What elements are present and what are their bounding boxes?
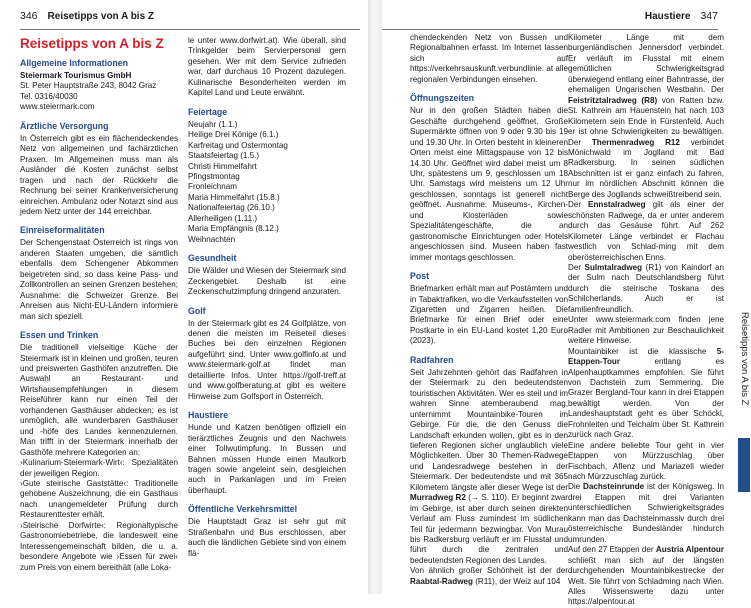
left-running-header (20, 10, 360, 30)
page-number: 346 (20, 10, 38, 22)
running-head: Reisetipps von A bis Z (47, 11, 155, 22)
right-column-1 (410, 33, 568, 587)
text-run: Mountainbiker ist die klassische (568, 346, 707, 356)
list-item: Heilige Drei Könige (6.1.) (188, 130, 279, 140)
organization-phone: Tel. 0316/40030 (20, 91, 78, 101)
section-heading-oeffnungszeiten: Öffnungszeiten (410, 93, 475, 104)
route-name-5-etappen: 5-Etappen-Tour (568, 346, 724, 367)
right-running-header (382, 10, 718, 30)
paragraph-haustiere: Hunde und Katzen benötigen offiziell ein tierärztliches Zeugnis und den Nachweis einer Tollwutimpfung. In Bussen und Bahnen müssen Hunde einen Maulkorb tragen sowie angeleint sein, desgleichen auch in Parkanlagen und im Freien überhaupt. (188, 423, 346, 495)
paragraph-dachsteinrunde (568, 482, 724, 545)
route-name-dachsteinrunde: Dachsteinrunde (583, 482, 645, 492)
text-run: Von ähnlich großer Schönheit ist der der (410, 566, 568, 576)
section-heading-oeffentliche-verkehrsmittel: Öffentliche Verkehrsmittel (188, 504, 298, 515)
book-gutter (368, 0, 382, 594)
text-run: Kilometer Länge mit dem burgenländischen Jennersdorf verbindet. Er verläuft im Flusstal mit einem gemütlichen Schwierigkeitsgrad überwiegend entlang einer Bahntrasse, der ehemaligen Ungarischen Westbahn. Der (568, 33, 724, 95)
organization-address: St. Peter Hauptstraße 243, 8042 Graz (20, 81, 157, 91)
paragraph-radfahren (410, 368, 568, 567)
text-run: entlang es Alpenhauptkammes empfohlen. Sie führt von Dachstein zum Semmering. Die Grazer Bergland-Tour kann in drei Etappen bewältigt werden. Von der Landeshauptstadt geht es über Schöckl, Frohnleiten und Teichalm über St. Kathrein zurück nach Graz. (568, 357, 724, 440)
text-run: Der (568, 262, 582, 272)
paragraph-essen-und-trinken: Die traditionell vielseitige Küche der Steiermark ist in kleinen und großen, teuren und preiswerten Gasthöfen anzutreffen. Die Auswahl an Restaurant- und Wirtshausempfehlungen in diesem Reiseführer kann nur einen Teil der vorhandenen Gasthäuser abdecken; es ist unmöglich, alle wunderbaren Gasthäuser und -höfe des Landes kennenzulernen. Man trifft in der Steiermark innerhalb der Gasthöfe mehrere Kategorien an: (20, 343, 178, 457)
holiday-list (188, 120, 346, 245)
thumb-index-marker (738, 438, 750, 492)
paragraph-oeffnungszeiten: Nur in den großen Städten haben die Geschäfte durchgehend geöffnet. Große Supermärkte öffnen von 9 oder 9.30 bis 19 und 19.30 Uhr. In Orten besteht in kleineren Orten meist eine Mittagspause von 12 bis 14.30 Uhr. Geöffnet wird dabei meist um 8 Uhr, spätestens um 9, geschlossen um 18 Uhr. Samstags wird meistens um 12 Uhr geschlossen, sonntags ist generell nicht geöffnet. Ausnahme: Museums-, Kirchen- und Klosterläden sowie Spezialitätengeschäfte, die an gastronomische Einrichtungen oder Hotels angeschlossen sind. Museen haben fast immer montags geschlossen. (410, 106, 568, 262)
paragraph-essen-continued: le unter www.dorfwirt.at). Wie überall, sind Trinkgelder beim Servierpersonal gern gesehen. Wer mit dem Service zufrieden war, darf durchaus 10 Prozent dazulegen. Kulinarische Besonderheiten werden im Kapitel Land und Leute erwähnt. (188, 36, 346, 98)
section-heading-feiertage: Feiertage (188, 106, 228, 117)
paragraph-radwege-1 (568, 33, 724, 200)
text-run: Die (568, 482, 581, 492)
text-run: gilt als einer der schönsten Radwege, da er unter anderem durch das Gesäuse führt. Auf 262 Kilometer Länge verbindet er Flachau westlich von Schlad-ming mit dem oberösterreichischen Enns. (568, 200, 725, 262)
text-run: verbindet Mönichwald im Joglland mit Bad Radkersburg. In seinen südlichen Abschnitten ist er ganz einfach zu fahren, nur im nördlichen Abschnitt können die Berge des Jogllands schweißtreibend sein. (568, 137, 724, 199)
left-page (0, 0, 368, 594)
list-item: Neujahr (1.1.) (188, 119, 238, 129)
section-heading-post: Post (410, 271, 430, 282)
list-item: Maria Empfängnis (8.12.) (188, 224, 279, 234)
paragraph-aerztliche-versorgung: In Österreich gibt es ein flächendeckendes Netz von allgemeinen und fachärztlichen Praxen. Im Allgemeinen muss man als Ausländer die Kosten zunächst selbst tragen und nach der Rückkehr die Rechnung bei seiner Krankenversicherung einreichen. Ambulanz oder Notarzt sind aus jedem Netz unter der 144 erreichbar. (20, 133, 178, 216)
section-heading-allgemeine-informationen: Allgemeine Informationen (20, 58, 129, 68)
list-item: Allerheiligen (1.11.) (188, 213, 258, 223)
paragraph-post: Briefmarken erhält man auf Postämtern und in Tabaktrafiken, wo die Verkaufsstellen von Zigaretten und Zigarren heißen. Die Briefmarke für einen Brief oder eine Postkarte in ein EU-Land kostet 1,20 Euro (2023). (410, 284, 568, 346)
list-item: Nationalfeiertag (26.10.) (188, 203, 275, 213)
route-name-ennstal: Ennstalradweg (588, 200, 646, 210)
paragraph-dorfwirte: ›Steirische Dorfwirte‹: Regionaltypische Gastronomiebetriebe, die landesweit eine Interessengemeinschaft bilden, die u. a. besondere Angebote wie ›Essen für zwei‹ zum Preis von einem bereithält (alle Loka- (20, 520, 178, 572)
route-name-thermen: Thermenradweg R12 (591, 137, 680, 147)
organization-website: www.steiermark.com (20, 102, 95, 112)
section-heading-einreiseformalitaeten: Einreiseformalitäten (20, 225, 105, 236)
paragraph-raabtal (410, 566, 568, 587)
organization-name: Steiermark Tourismus GmbH (20, 71, 132, 80)
paragraph-muerzzuschlag: Eine andere beliebte Tour geht in vier Etappen von Mürzzuschlag über Fischbach, Aflenz und Mariazell wieder nach Mürzzuschlag zurück. (568, 440, 724, 482)
text-run: ist der Königsweg. In drei Etappen mit drei Varianten unterschiedlichen Schwierigkeitsgrades kann man das Dachsteinmassiv durch drei österreichische Bundesländer hindurch umrunden. (568, 482, 724, 544)
list-item: Christi Himmelfahrt (188, 161, 257, 171)
section-heading-radfahren: Radfahren (410, 354, 454, 365)
section-heading-aerztliche-versorgung: Ärztliche Versorgung (20, 120, 109, 131)
text-run: Seit Jahrzehnten gehört das Radfahren in der Steiermark zu den bedeutendsten touristischen Aktivitäten. Wer es steil und im wahren Sinne atemberaubend mag, unternimmt Mountainbike-Touren im Gebirge. Für die, die den Genuss die Landschaft erkunden wollen, gibt es in den tieferen Regionen sicher unglaublich viele Möglichkeiten. Über 30 Themen-Radwege und Landesradwege bestehen in der Steiermark. Der bedeutendste und mit 365 Kilometern längste aller dieser Wege ist der (410, 367, 568, 492)
section-heading-golf: Golf (188, 305, 206, 316)
section-heading-essen-und-trinken: Essen und Trinken (20, 330, 99, 341)
paragraph-steiermark-link: Unter www.steiermark.com finden jene Radler mit Ambitionen zur Beschaulichkeit weitere Hinweise. (568, 315, 724, 346)
route-name-murradweg: Murradweg R2 (410, 493, 466, 503)
list-item: Karfreitag und Ostermontag (188, 140, 288, 150)
section-heading-gesundheit: Gesundheit (188, 253, 237, 264)
paragraph-oeffentliche-verkehrsmittel: Die Hauptstadt Graz ist sehr gut mit Straßenbahn und Bus erschlossen, aber auch die ländlichen Gebiete sind von einem flä- (188, 517, 346, 558)
text-run: (→ S. 110). Er beginnt zwar im Gebirge, ist aber durch seinen direkten Verlauf am Fluss zumindest im südlichen Teil für jedermann bezwingbar. Von Murau bis Radkersburg verläuft er im Flusstal und führt durch die zentralen und bedeutendsten Regionen des Landes. (410, 493, 568, 565)
page-number: 347 (700, 10, 718, 22)
paragraph-kulinarium-wirt: ›Kulinarium-Steiermark-Wirt‹: Spezialitäten der jeweiligen Region. (20, 458, 178, 478)
list-item: Weihnachten (188, 234, 236, 244)
list-item: Pfingstmontag (188, 171, 240, 181)
paragraph-golf: In der Steiermark gibt es 24 Golfplätze, von denen die meisten im Reiseteil dieses Buches bei den einzelnen Regionen aufgeführt sind. Unter www.golfinfo.at und www.steiermark-golf.at findet man detaillierte Infos. Unter https://golf-treff.at und www.golfberatung.at gibt es weitere Hinweise zum Golfsport in Österreich. (188, 318, 346, 401)
text-run: schließt man sich auf der längsten durchgehenden Mountainbikestrecke der Welt. Sie führt von Schladming nach Wien. Alles Wissenswerte dazu unter https://alpentour.at (568, 555, 724, 607)
list-item: Maria Himmelfahrt (15.8.) (188, 192, 280, 202)
paragraph-sulmtal (568, 263, 724, 315)
paragraph-verkehrsmittel-continued: chendeckenden Netz von Bussen und Regionalbahnen erfasst. Im Internet lassen sich auf https://verkehrsauskunft.verbundlinie. at alle regionalen Verbindungen einsehen. (410, 33, 568, 84)
route-name-feistritztal: Feistritztalradweg (R8) (568, 95, 658, 105)
thumb-index-text: Reisetipps von A bis Z (739, 312, 750, 406)
paragraph-gute-gaststaette: ›Gute steirische Gaststätte‹: Traditionelle gehobene Auszeichnung, die ein Gasthaus nach unangemeldeter Prüfung durch Restaurenttester erhält. (20, 478, 178, 520)
paragraph-mountainbike (568, 347, 724, 441)
text-run: (R11), der Weiz auf 104 (475, 576, 561, 586)
page-title: Reisetipps von A bis Z (20, 36, 164, 51)
section-heading-haustiere: Haustiere (188, 410, 229, 421)
left-column-2 (188, 36, 346, 559)
text-run: (R1) von Kaindorf an der Sulm nach Deutschlandsberg führt durch die steirische Toskana des Schilcherlands. Auch er ist familienfreundlich. (568, 262, 725, 314)
text-run: Auf den 27 Etappen der (568, 545, 654, 555)
paragraph-einreiseformalitaeten: Der Schengenstaat Österreich ist rings von anderen Staaten umgeben, die sämtlich ebenfalls dem Schengener Abkommen beigetreten sind, so dass keine Pass- und Zollkontrollen an seinen Grenzen bestehen; Ausnahme: die Schweizer Grenze. Bei Anreisen aus Nicht-EU-Ländern informiere man sich speziell. (20, 238, 178, 321)
list-item: Fronleichnam (188, 182, 238, 192)
text-run: Der (568, 200, 582, 210)
list-item: Staatsfeiertag (1.5.) (188, 151, 260, 161)
paragraph-gesundheit: Die Wälder und Wiesen der Steiermark sind Zeckengebiet. Deshalb ist eine Zeckenschutzimpfung dringend anzuraten. (188, 266, 346, 297)
right-page (382, 0, 750, 607)
running-head: Haustiere (644, 11, 691, 22)
paragraph-alpentour (568, 545, 724, 608)
left-column-1 (20, 36, 178, 573)
route-name-sulmtal: Sulmtalradweg (584, 262, 643, 272)
text-run: von Ratten bzw. St. Kathrein am Hauenstein hat nach 103 Kilometern sein Ende in Fürstenfeld. Auch er ist ohne Schwierigkeiten zu bewältigen. Der (568, 95, 724, 147)
paragraph-ennstal (568, 200, 724, 263)
route-name-raabtal: Raabtal-Radweg (410, 576, 473, 586)
right-column-2 (568, 33, 724, 608)
route-name-alpentour: Austria Alpentour (655, 545, 724, 555)
